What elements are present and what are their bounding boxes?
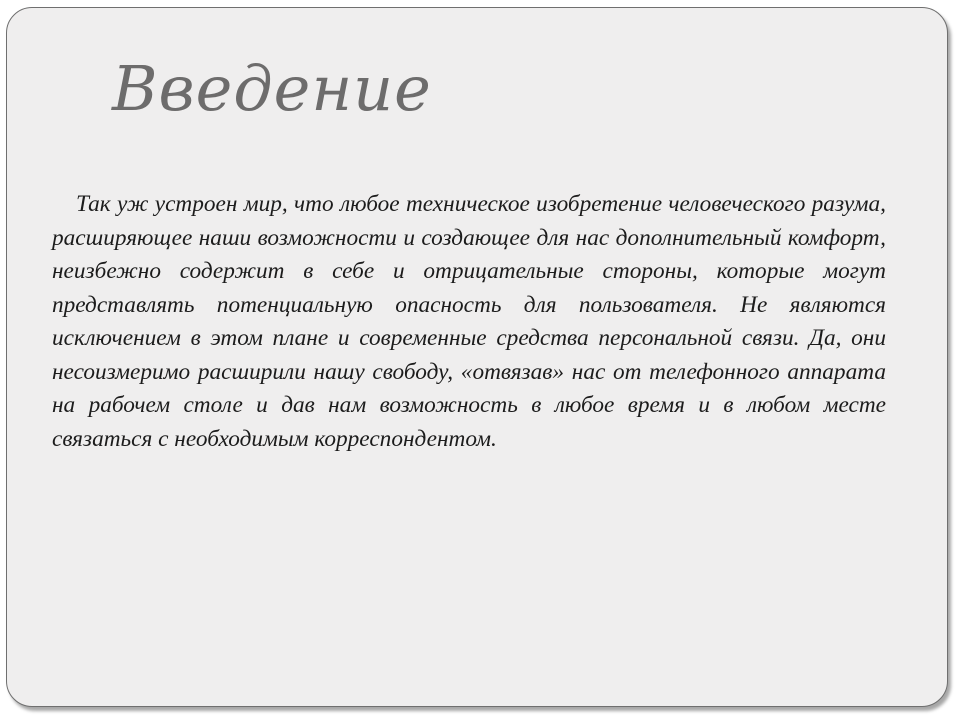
slide-title: Введение: [112, 52, 432, 125]
slide-body-text: Так уж устроен мир, что любое техническое изобретение человеческого разума, расширяющее наши возможности и создающее для нас дополнительный комфорт, неизбежно содержит в себе и отрицательные стороны, которые могут представлять потенциальную опасность для пользователя. Не являются исключением в этом плане и современные средства персональной связи. Да, они несоизмеримо расширили нашу свободу, «отвязав» нас от телефонного аппарата на рабочем столе и дав нам возможность в любое время и в любом месте связаться с необходимым корреспондентом.: [52, 191, 886, 452]
